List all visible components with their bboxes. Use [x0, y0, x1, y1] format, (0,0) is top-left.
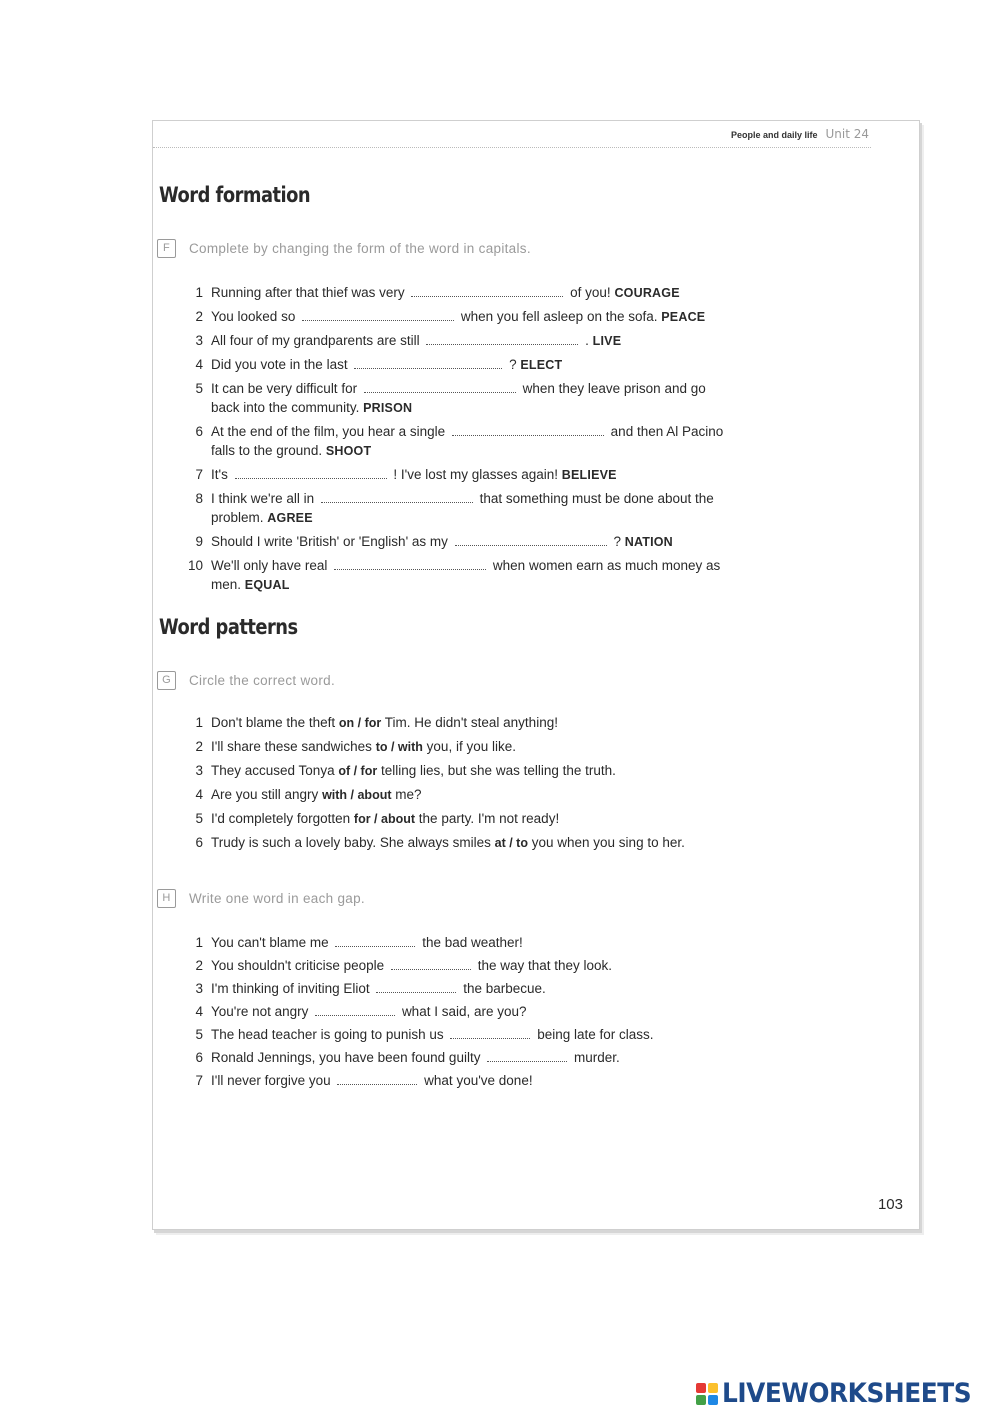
answer-gap[interactable]: [426, 340, 578, 345]
word-choice[interactable]: with / about: [322, 788, 392, 802]
answer-gap[interactable]: [376, 988, 456, 993]
exercise-h-item: 7 I'll never forgive you what you've done!: [195, 1073, 533, 1088]
exercise-letter-h: H: [157, 889, 176, 908]
exercise-g-item: 5 I'd completely forgotten for / about the party. I'm not ready!: [195, 811, 560, 826]
instruction-text-g: Circle the correct word.: [189, 673, 335, 688]
answer-gap[interactable]: [455, 541, 607, 546]
answer-gap[interactable]: [411, 292, 563, 297]
capitals-word: AGREE: [267, 511, 313, 525]
section-heading-word-formation: Word formation: [159, 183, 311, 207]
exercise-f-item: 2 You looked so when you fell asleep on the sofa. PEACE: [195, 309, 706, 324]
answer-gap[interactable]: [487, 1057, 567, 1062]
word-choice[interactable]: on / for: [338, 716, 382, 730]
exercise-f-item: 3 All four of my grandparents are still . LIVE: [195, 333, 622, 348]
answer-gap[interactable]: [334, 565, 486, 570]
exercise-h-item: 5 The head teacher is going to punish us being late for class.: [195, 1027, 654, 1042]
worksheet-page: [152, 120, 920, 1230]
exercise-h-list: [173, 933, 773, 1090]
answer-gap[interactable]: [337, 1080, 417, 1085]
exercise-h-item: 3 I'm thinking of inviting Eliot the barbecue.: [195, 981, 546, 996]
logo-square-green: [696, 1395, 706, 1405]
answer-gap[interactable]: [452, 431, 604, 436]
answer-gap[interactable]: [335, 942, 415, 947]
section-heading-word-patterns: Word patterns: [159, 615, 298, 639]
exercise-h-item: 4 You're not angry what I said, are you?: [195, 1004, 527, 1019]
exercise-g-item: 6 Trudy is such a lovely baby. She always smiles at / to you when you sing to her.: [195, 835, 685, 850]
instruction-g: [157, 671, 335, 690]
exercise-f-item: 5 It can be very difficult for when they leave prison and go back into the community. PRISON: [195, 381, 706, 415]
exercise-f-item: 1 Running after that thief was very of you! COURAGE: [195, 285, 680, 300]
exercise-g-item: 2 I'll share these sandwiches to / with you, if you like.: [195, 739, 516, 754]
header-divider: [153, 147, 871, 148]
capitals-word: COURAGE: [614, 286, 680, 300]
exercise-f-item: 9 Should I write 'British' or 'English' as my ? NATION: [195, 534, 673, 549]
exercise-g-item: 3 They accused Tonya of / for telling lies, but she was telling the truth.: [195, 763, 616, 778]
capitals-word: ELECT: [520, 358, 563, 372]
instruction-f: [157, 239, 531, 258]
capitals-word: PRISON: [363, 401, 413, 415]
page-number: 103: [877, 1196, 903, 1213]
word-choice[interactable]: for / about: [353, 812, 416, 826]
exercise-letter-g: G: [157, 671, 176, 690]
exercise-h-item: 2 You shouldn't criticise people the way that they look.: [195, 958, 613, 973]
answer-gap[interactable]: [354, 364, 502, 369]
capitals-word: EQUAL: [244, 578, 290, 592]
liveworksheets-logo[interactable]: [696, 1378, 993, 1409]
exercise-f-item: 6 At the end of the film, you hear a single and then Al Pacino falls to the ground. SHOOT: [195, 424, 724, 458]
brand-logo-icon: [696, 1383, 718, 1405]
instruction-text-f: Complete by changing the form of the word in capitals.: [189, 241, 531, 256]
brand-name: LIVEWORKSHEETS: [722, 1378, 972, 1409]
running-header: [731, 127, 869, 141]
word-choice[interactable]: at / to: [494, 836, 528, 850]
answer-gap[interactable]: [315, 1011, 395, 1016]
exercise-g-list: [173, 713, 793, 853]
exercise-f-item: 7 It's ! I've lost my glasses again! BELIEVE: [195, 467, 617, 482]
answer-gap[interactable]: [450, 1034, 530, 1039]
capitals-word: NATION: [624, 535, 673, 549]
answer-gap[interactable]: [321, 498, 473, 503]
answer-gap[interactable]: [391, 965, 471, 970]
exercise-h-item: 1 You can't blame me the bad weather!: [195, 935, 523, 950]
answer-gap[interactable]: [235, 474, 387, 479]
logo-square-red: [696, 1383, 706, 1393]
word-choice[interactable]: of / for: [338, 764, 378, 778]
capitals-word: BELIEVE: [561, 468, 617, 482]
logo-square-blue: [708, 1395, 718, 1405]
capitals-word: SHOOT: [325, 444, 372, 458]
header-section: People and daily life: [730, 130, 818, 140]
exercise-f-item: 10 We'll only have real when women earn as much money as men. EQUAL: [187, 558, 721, 592]
exercise-g-item: 1 Don't blame the theft on / for Tim. He didn't steal anything!: [195, 715, 558, 730]
logo-square-yellow: [708, 1383, 718, 1393]
instruction-text-h: Write one word in each gap.: [189, 891, 365, 906]
header-unit: Unit 24: [825, 127, 869, 141]
exercise-f-list: [173, 283, 733, 595]
answer-gap[interactable]: [302, 316, 454, 321]
capitals-word: PEACE: [661, 310, 706, 324]
exercise-h-item: 6 Ronald Jennings, you have been found guilty murder.: [195, 1050, 620, 1065]
answer-gap[interactable]: [364, 388, 516, 393]
word-choice[interactable]: to / with: [375, 740, 423, 754]
instruction-h: [157, 889, 365, 908]
exercise-letter-f: F: [157, 239, 176, 258]
capitals-word: LIVE: [592, 334, 622, 348]
exercise-g-item: 4 Are you still angry with / about me?: [195, 787, 422, 802]
exercise-f-item: 4 Did you vote in the last ? ELECT: [195, 357, 563, 372]
exercise-f-item: 8 I think we're all in that something must be done about the problem. AGREE: [195, 491, 714, 525]
